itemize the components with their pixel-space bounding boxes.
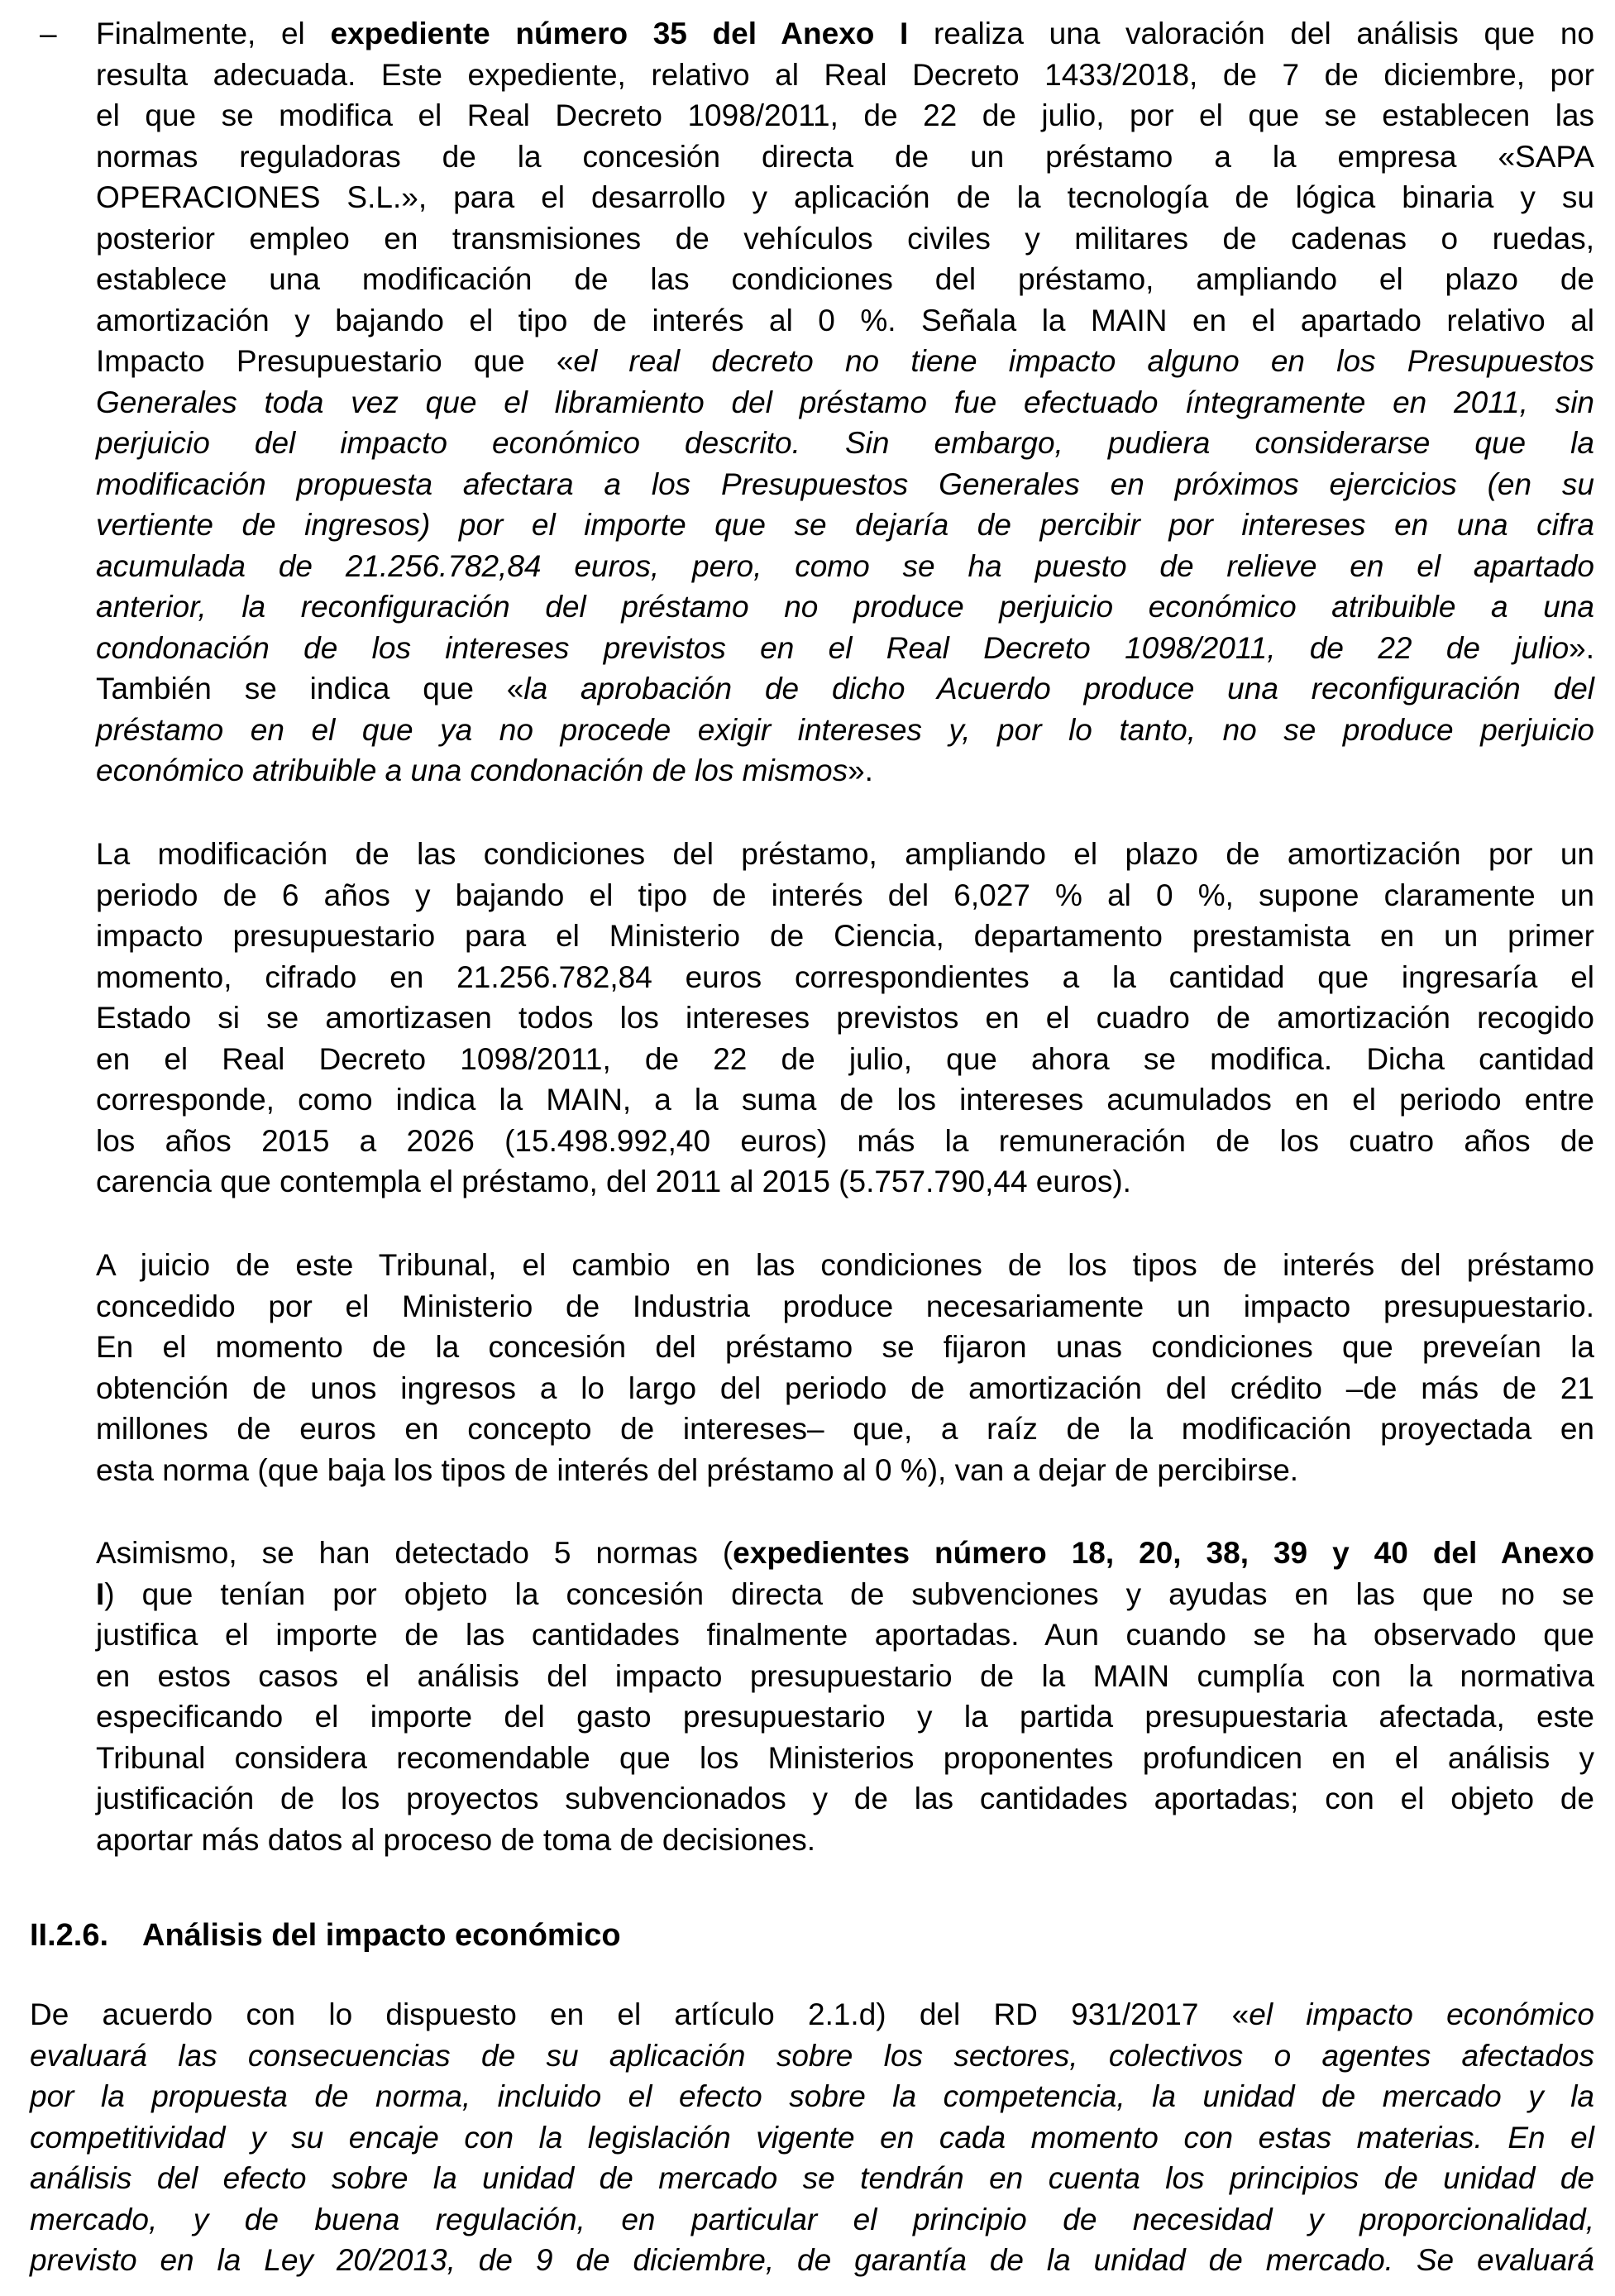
text-line: [30, 2158, 1594, 2199]
text-line: [30, 2076, 1594, 2117]
text-line: los años 2015 a 2026 (15.498.992,40 euros) más la remuneración de los cuatro años de: [96, 1123, 1594, 1158]
bold-text: expediente número 35 del Anexo I: [330, 17, 909, 50]
text-line: concedido por el Ministerio de Industria produce necesariamente un impacto presupuestario.: [96, 1289, 1594, 1323]
text-line: De acuerdo con lo dispuesto en el artículo 2.1.d) del RD 931/2017 «el impacto económico: [30, 1997, 1594, 2031]
text-line: resulta adecuada. Este expediente, relativo al Real Decreto 1433/2018, de 7 de diciembre, por: [96, 57, 1594, 92]
paragraph-subsidy-norms: [96, 1533, 1594, 1860]
text-line: normas reguladoras de la concesión directa de un préstamo a la empresa «SAPA: [96, 139, 1594, 174]
text-line: Tribunal considera recomendable que los Ministerios proponentes profundicen en el análisis y: [96, 1740, 1594, 1775]
text-line: Estado si se amortizasen todos los intereses previstos en el cuadro de amortización recogido: [96, 1001, 1594, 1035]
section-title: Análisis del impacto económico: [142, 1918, 621, 1953]
text-line: aportar más datos al proceso de toma de decisiones.: [96, 1822, 815, 1857]
text-line: impacto presupuestario para el Ministerio de Ciencia, departamento prestamista en un primer: [96, 919, 1594, 953]
paragraph-economic-impact: [30, 1994, 1594, 2281]
text-line: [96, 546, 1594, 587]
italic-quote: vertiente de ingresos) por el importe que se dejaría de percibir por intereses en una cifra: [96, 508, 1594, 542]
text-line: [96, 423, 1594, 464]
text-line: [96, 586, 1594, 628]
italic-quote: mercado, y de buena regulación, en particular el principio de necesidad y proporcionalidad,: [30, 2202, 1594, 2236]
text-line: [96, 382, 1594, 423]
italic-quote: análisis del efecto sobre la unidad de mercado se tendrán en cuenta los principios de unidad de: [30, 2161, 1594, 2195]
italic-quote: previsto en la Ley 20/2013, de 9 de diciembre, de garantía de la unidad de mercado. Se evaluará: [30, 2243, 1594, 2277]
text-line: especificando el importe del gasto presupuestario y la partida presupuestaria afectada, este: [96, 1700, 1594, 1734]
italic-quote: la aprobación de dicho Acuerdo produce una reconfiguración del: [523, 672, 1594, 706]
text-line: También se indica que «la aprobación de dicho Acuerdo produce una reconfiguración del: [96, 672, 1594, 706]
text-line: corresponde, como indica la MAIN, a la suma de los intereses acumulados en el periodo entre: [96, 1083, 1594, 1117]
text-line: momento, cifrado en 21.256.782,84 euros correspondientes a la cantidad que ingresaría el: [96, 959, 1594, 994]
bold-text: I: [96, 1576, 105, 1611]
text-line: amortización y bajando el tipo de interés al 0 %. Señala la MAIN en el apartado relativo al: [96, 303, 1594, 337]
section-number: II.2.6.: [30, 1918, 109, 1953]
text-line: económico atribuible a una condonación de los mismos».: [96, 753, 873, 787]
text-line: obtención de unos ingresos a lo largo del periodo de amortización del crédito –de más de 21: [96, 1370, 1594, 1405]
section-heading: [30, 1915, 621, 1956]
text-line: millones de euros en concepto de intereses– que, a raíz de la modificación proyectada en: [96, 1412, 1594, 1446]
italic-quote: perjuicio del impacto económico descrito. Sin embargo, pudiera considerarse que la: [96, 426, 1594, 460]
italic-quote: evaluará las consecuencias de su aplicación sobre los sectores, colectivos o agentes afectados: [30, 2038, 1594, 2073]
text-line: [30, 2199, 1594, 2241]
text-line: posterior empleo en transmisiones de vehículos civiles y militares de cadenas o ruedas,: [96, 221, 1594, 256]
text-line: el que se modifica el Real Decreto 1098/2011, de 22 de julio, por el que se establecen las: [96, 98, 1594, 132]
paragraph-loan-modification: [96, 834, 1594, 1203]
text-line: A juicio de este Tribunal, el cambio en las condiciones de los tipos de interés del préstamo: [96, 1248, 1594, 1282]
italic-quote: préstamo en el que ya no procede exigir intereses y, por lo tanto, no se produce perjuicio: [96, 712, 1594, 747]
text-line: [30, 2035, 1594, 2077]
text-line: I) que tenían por objeto la concesión directa de subvenciones y ayudas en las que no se: [96, 1576, 1594, 1611]
italic-quote: económico atribuible a una condonación de los mismos: [96, 753, 848, 787]
italic-quote: por la propuesta de norma, incluido el efecto sobre la competencia, la unidad de mercado y la: [30, 2079, 1594, 2113]
text-line: Finalmente, el expediente número 35 del Anexo I realiza una valoración del análisis que no: [96, 17, 1595, 50]
text-line: [30, 2240, 1594, 2281]
italic-quote: el real decreto no tiene impacto alguno en los Presupuestos: [573, 344, 1594, 378]
text-line: [96, 464, 1594, 505]
text-line: carencia que contempla el préstamo, del 2011 al 2015 (5.757.790,44 euros).: [96, 1165, 1131, 1198]
text-line: Asimismo, se han detectado 5 normas (expedientes número 18, 20, 38, 39 y 40 del Anexo: [96, 1536, 1594, 1570]
text-line: [30, 2117, 1594, 2159]
italic-quote: el impacto económico: [1249, 1997, 1594, 2031]
italic-quote: modificación propuesta afectara a los Presupuestos Generales en próximos ejercicios (en su: [96, 466, 1594, 501]
bold-text: expedientes número 18, 20, 38, 39 y 40 del Anexo: [733, 1536, 1594, 1570]
text-line: [96, 505, 1594, 546]
text-line: justifica el importe de las cantidades finalmente aportadas. Aun cuando se ha observado que: [96, 1618, 1594, 1652]
text-line: periodo de 6 años y bajando el tipo de interés del 6,027 % al 0 %, supone claramente un: [96, 878, 1594, 912]
text-line: en estos casos el análisis del impacto presupuestario de la MAIN cumplía con la normativa: [96, 1658, 1594, 1693]
text-line: condonación de los intereses previstos en el Real Decreto 1098/2011, de 22 de julio».: [96, 630, 1594, 665]
bullet-dash: –: [40, 17, 57, 50]
text-line: establece una modificación de las condiciones del préstamo, ampliando el plazo de: [96, 262, 1594, 296]
text-line: En el momento de la concesión del préstamo se fijaron unas condiciones que preveían la: [96, 1330, 1594, 1364]
text-line: justificación de los proyectos subvencionados y de las cantidades aportadas; con el objeto de: [96, 1782, 1594, 1815]
paragraph-tribunal-opinion: [96, 1245, 1594, 1490]
bullet-paragraph: [96, 13, 1594, 792]
italic-quote: anterior, la reconfiguración del préstamo no produce perjuicio económico atribuible a una: [96, 590, 1594, 624]
text-line: OPERACIONES S.L.», para el desarrollo y aplicación de la tecnología de lógica binaria y su: [96, 180, 1594, 214]
text-line: en el Real Decreto 1098/2011, de 22 de julio, que ahora se modifica. Dicha cantidad: [96, 1041, 1594, 1076]
italic-quote: competitividad y su encaje con la legislación vigente en cada momento con estas materias. En el: [30, 2120, 1594, 2155]
italic-quote: acumulada de 21.256.782,84 euros, pero, como se ha puesto de relieve en el apartado: [96, 548, 1594, 583]
italic-quote: condonación de los intereses previstos en el Real Decreto 1098/2011, de 22 de julio: [96, 630, 1570, 665]
italic-quote: Generales toda vez que el libramiento del préstamo fue efectuado íntegramente en 2011, sin: [96, 385, 1594, 419]
text-line: La modificación de las condiciones del préstamo, ampliando el plazo de amortización por un: [96, 837, 1594, 871]
text-line: [96, 710, 1594, 751]
text-line: Impacto Presupuestario que «el real decreto no tiene impacto alguno en los Presupuestos: [96, 344, 1594, 378]
text-line: esta norma (que baja los tipos de interés del préstamo al 0 %), van a dejar de percibirse.: [96, 1452, 1299, 1487]
